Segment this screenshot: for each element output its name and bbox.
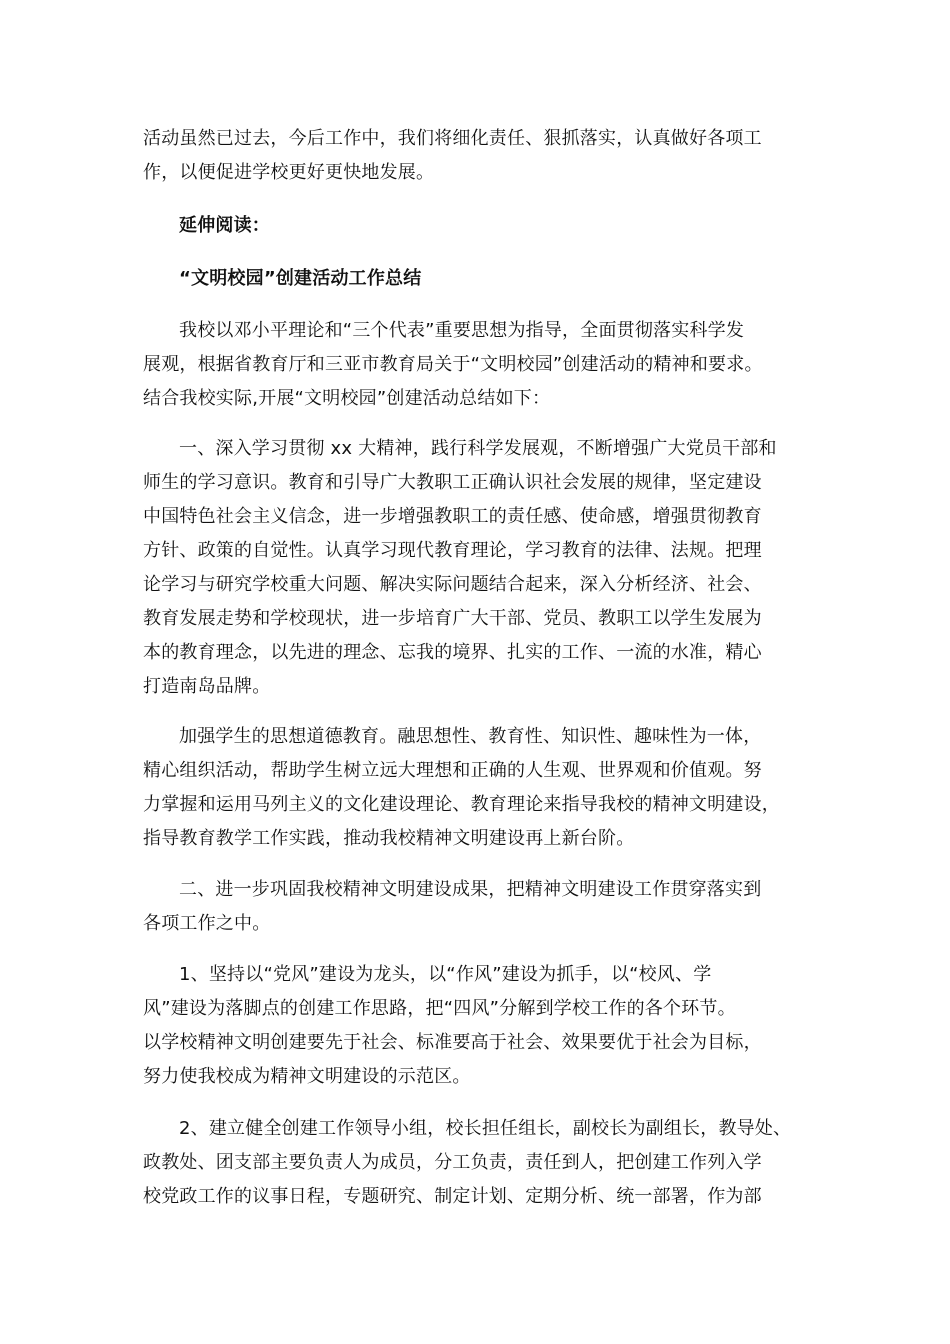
title-text: “文明校园”创建活动工作总结	[179, 268, 422, 289]
text-line: 结合我校实际,开展“文明校园”创建活动总结如下：	[143, 388, 551, 409]
text-line: 展观，根据省教育厅和三亚市教育局关于“文明校园”创建活动的精神和要求。	[143, 354, 763, 375]
paragraph-item-two	[143, 1112, 823, 1214]
paragraph-section-one	[143, 432, 823, 704]
text-line: 各项工作之中。	[143, 913, 271, 934]
section-heading-extended-reading	[143, 209, 823, 243]
text-line: 一、深入学习贯彻 xx 大精神，践行科学发展观，不断增强广大党员干部和	[179, 438, 777, 459]
text-line: 作，以便促进学校更好更快地发展。	[143, 162, 435, 183]
text-line: 精心组织活动，帮助学生树立远大理想和正确的人生观、世界观和价值观。努	[143, 760, 762, 781]
text-line: 以学校精神文明创建要先于社会、标准要高于社会、效果要优于社会为目标，	[143, 1032, 762, 1053]
paragraph-section-two	[143, 873, 823, 941]
text-line: 教育发展走势和学校现状，进一步培育广大干部、党员、教职工以学生发展为	[143, 608, 762, 629]
text-line: 校党政工作的议事日程，专题研究、制定计划、定期分析、统一部署，作为部	[143, 1186, 762, 1207]
text-line: 指导教育教学工作实践，推动我校精神文明建设再上新台阶。	[143, 828, 635, 849]
text-line: 本的教育理念，以先进的理念、忘我的境界、扎实的工作、一流的水准，精心	[143, 642, 762, 663]
text-line: 活动虽然已过去，今后工作中，我们将细化责任、狠抓落实，认真做好各项工	[143, 128, 762, 149]
text-line: 师生的学习意识。教育和引导广大教职工正确认识社会发展的规律，坚定建设	[143, 472, 762, 493]
text-line: 打造南岛品牌。	[143, 676, 271, 697]
text-line: 加强学生的思想道德教育。融思想性、教育性、知识性、趣味性为一体，	[179, 726, 762, 747]
article-title	[143, 262, 823, 296]
text-line: 风”建设为落脚点的创建工作思路，把“四风”分解到学校工作的各个环节。	[143, 998, 736, 1019]
text-line: 1、坚持以“党风”建设为龙头，以“作风”建设为抓手，以“校风、学	[179, 964, 712, 985]
text-line: 力掌握和运用马列主义的文化建设理论、教育理论来指导我校的精神文明建设，	[143, 794, 780, 815]
text-line: 中国特色社会主义信念，进一步增强教职工的责任感、使命感，增强贯彻教育	[143, 506, 762, 527]
text-line: 二、进一步巩固我校精神文明建设成果，把精神文明建设工作贯穿落实到	[179, 879, 762, 900]
paragraph-moral-education	[143, 720, 823, 856]
heading-text: 延伸阅读：	[179, 215, 270, 236]
text-line: 方针、政策的自觉性。认真学习现代教育理论，学习教育的法律、法规。把理	[143, 540, 762, 561]
paragraph-intro	[143, 314, 823, 416]
text-line: 2、建立健全创建工作领导小组，校长担任组长，副校长为副组长，教导处、	[179, 1118, 792, 1139]
paragraph-item-one	[143, 958, 823, 1094]
text-line: 努力使我校成为精神文明建设的示范区。	[143, 1066, 471, 1087]
text-line: 论学习与研究学校重大问题、解决实际问题结合起来，深入分析经济、社会、	[143, 574, 762, 595]
text-line: 我校以邓小平理论和“三个代表”重要思想为指导，全面贯彻落实科学发	[179, 320, 745, 341]
paragraph-conclusion	[143, 122, 823, 190]
text-line: 政教处、团支部主要负责人为成员，分工负责，责任到人，把创建工作列入学	[143, 1152, 762, 1173]
